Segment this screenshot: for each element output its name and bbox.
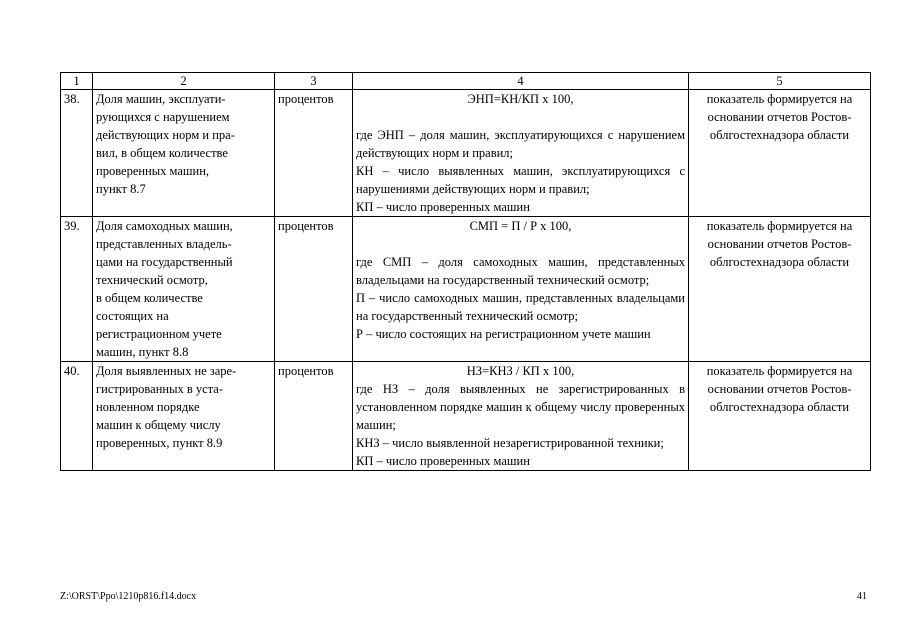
page-number: 41	[857, 591, 867, 602]
name-line: Доля выявленных не заре-	[96, 364, 237, 378]
source-cell: показатель формируется на основании отчетов Ростовоблгостехнадзора области	[689, 362, 871, 471]
indicator-name	[93, 90, 275, 217]
unit-cell: процентов	[275, 362, 353, 471]
name-line: машин, пункт 8.8	[96, 345, 189, 359]
indicator-name	[93, 217, 275, 362]
column-header: 5	[689, 73, 871, 90]
name-line: гистрированных в уста-	[96, 382, 224, 396]
explanation-line: где ЭНП – доля машин, эксплуатирующихся с нарушением действующих норм и правил;	[356, 128, 685, 160]
column-header: 4	[353, 73, 689, 90]
formula: НЗ=КНЗ / КП х 100,	[466, 364, 575, 378]
name-line: действующих норм и пра-	[96, 128, 235, 142]
explanation-line: где СМП – доля самоходных машин, представленных владельцами на государственный технический осмотр;	[356, 255, 685, 287]
explanation-line: КНЗ – число выявленной незарегистрированной техники;	[356, 436, 664, 450]
name-line: пункт 8.7	[96, 182, 146, 196]
row-number: 38.	[61, 90, 93, 217]
table-row	[61, 217, 871, 362]
column-header: 1	[61, 73, 93, 90]
name-line: цами на государственный	[96, 255, 233, 269]
indicators-table	[60, 72, 871, 471]
name-line: рующихся с нарушением	[96, 110, 230, 124]
indicator-name	[93, 362, 275, 471]
header-row	[61, 73, 871, 90]
name-line: новленном порядке	[96, 400, 200, 414]
source-cell: показатель формируется на основании отчетов Ростовоблгостехнадзора области	[689, 217, 871, 362]
calculation-cell	[353, 217, 689, 362]
name-line: проверенных, пункт 8.9	[96, 436, 223, 450]
row-number: 39.	[61, 217, 93, 362]
table-row	[61, 90, 871, 217]
name-line: представленных владель-	[96, 237, 232, 251]
explanation-line: КН – число выявленных машин, эксплуатирующихся с нарушениями действующих норм и правил;	[356, 164, 685, 196]
explanation-line: где НЗ – доля выявленных не зарегистрированных в установленном порядке машин к общему числу проверенных машин;	[356, 382, 685, 432]
name-line: регистрационном учете	[96, 327, 222, 341]
column-header: 3	[275, 73, 353, 90]
name-line: проверенных машин,	[96, 164, 210, 178]
file-path: Z:\ORST\Ppo\1210p816.f14.docx	[60, 591, 197, 602]
name-line: Доля машин, эксплуати-	[96, 92, 226, 106]
explanation-line: Р – число состоящих на регистрационном учете машин	[356, 327, 651, 341]
name-line: состоящих на	[96, 309, 169, 323]
unit-cell: процентов	[275, 217, 353, 362]
formula: СМП = П / Р х 100,	[469, 219, 572, 233]
explanation-line: КП – число проверенных машин	[356, 200, 530, 214]
name-line: в общем количестве	[96, 291, 203, 305]
name-line: машин к общему числу	[96, 418, 221, 432]
column-header: 2	[93, 73, 275, 90]
formula: ЭНП=КН/КП х 100,	[467, 92, 574, 106]
source-cell: показатель формируется на основании отчетов Ростовоблгостехнадзора области	[689, 90, 871, 217]
name-line: технический осмотр,	[96, 273, 208, 287]
row-number: 40.	[61, 362, 93, 471]
name-line: Доля самоходных машин,	[96, 219, 233, 233]
calculation-cell	[353, 362, 689, 471]
calculation-cell	[353, 90, 689, 217]
explanation-line: П – число самоходных машин, представленных владельцами на государственный технический осмотр;	[356, 291, 685, 323]
unit-cell: процентов	[275, 90, 353, 217]
explanation-line: КП – число проверенных машин	[356, 454, 530, 468]
name-line: вил, в общем количестве	[96, 146, 228, 160]
table-row	[61, 362, 871, 471]
